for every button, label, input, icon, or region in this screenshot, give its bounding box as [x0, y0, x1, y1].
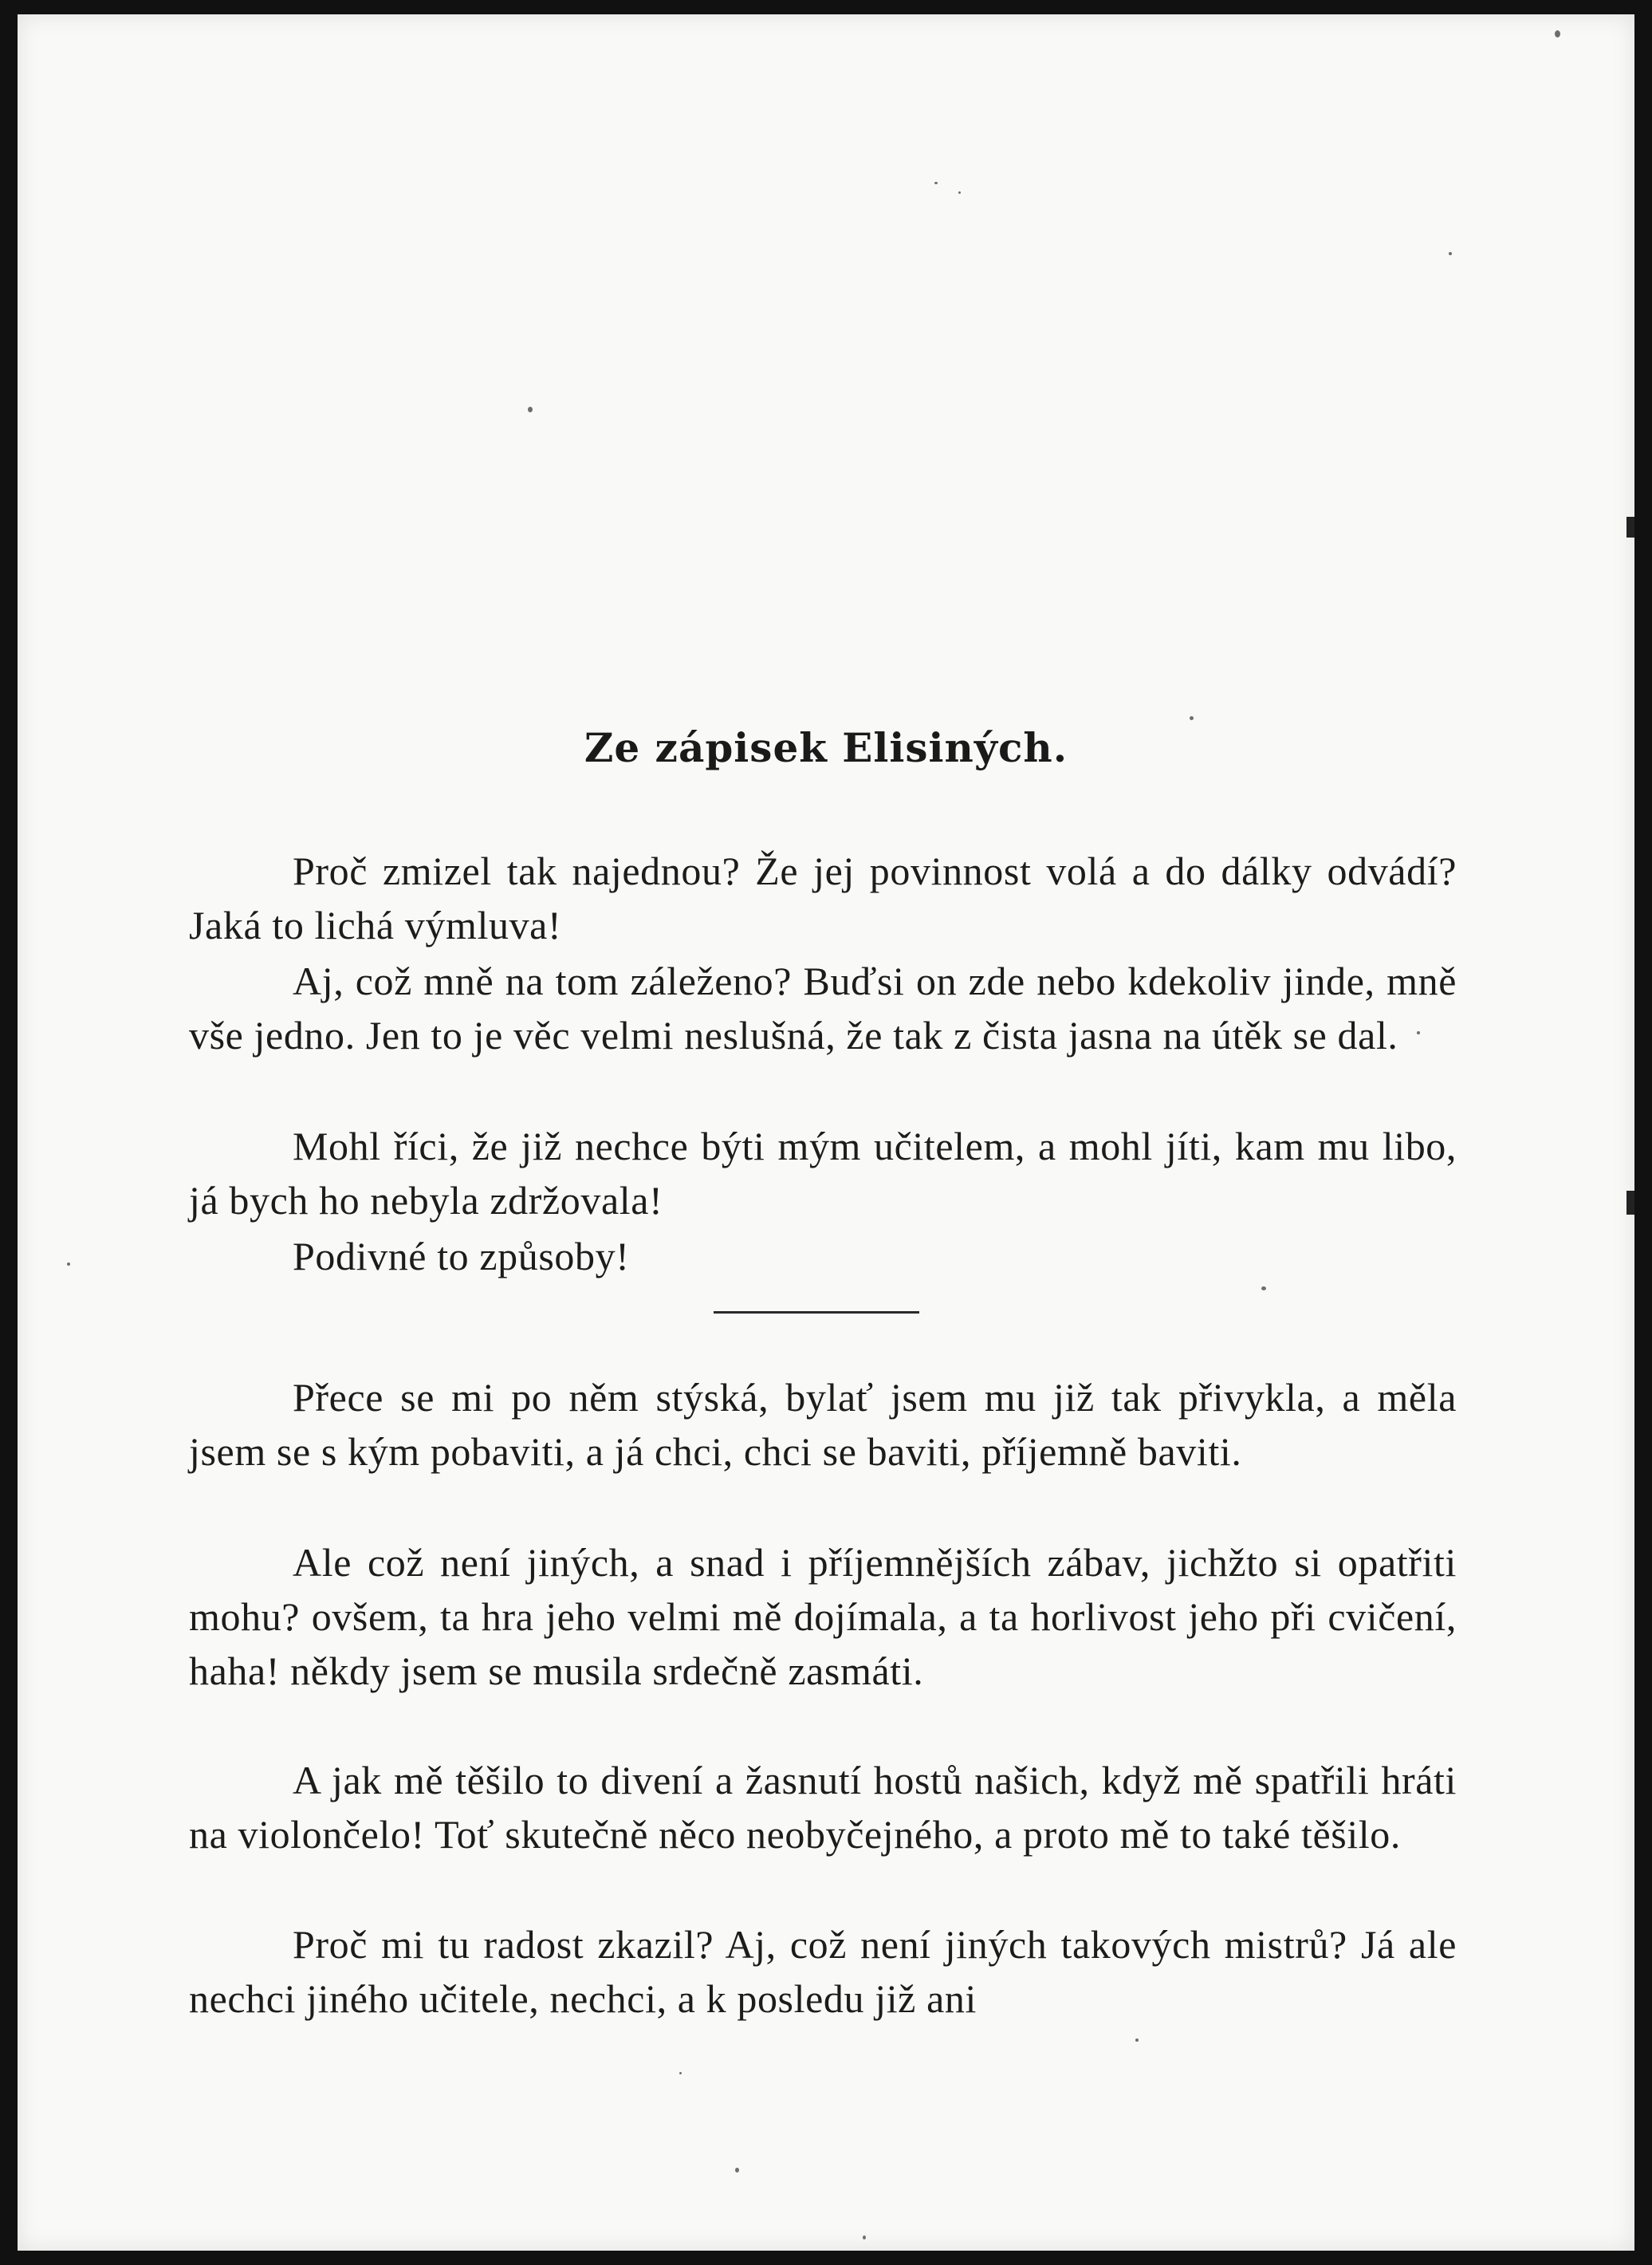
scanned-page — [18, 14, 1634, 2251]
scan-speck — [67, 1262, 70, 1266]
page-edge-mark — [1626, 517, 1634, 538]
paragraph: Přece se mi po něm stýská, bylať jsem mu již tak přivykla, a měla jsem se s kým pobaviti, a já chci, chci se baviti, příjemně baviti. — [189, 1375, 1457, 1474]
scan-speck — [958, 191, 961, 194]
paragraph: Aj, což mně na tom záleženo? Buďsi on zde nebo kdekoliv jinde, mně vše jedno. Jen to je věc velmi neslušná, že tak z čista jasna na útěk se dal. — [189, 959, 1457, 1058]
paragraph: Proč zmizel tak najednou? Že jej povinnost volá a do dálky odvádí? Jaká to lichá výmluva! — [189, 849, 1457, 947]
scan-speck — [863, 2235, 866, 2239]
paragraph: Proč mi tu radost zkazil? Aj, což není jiných takových mistrů? Já ale nechci jiného učitele, nechci, a k posledu již ani — [189, 1922, 1457, 2021]
scan-speck — [1555, 30, 1560, 37]
scan-speck — [1261, 1286, 1266, 1290]
chapter-title: Ze zápisek Elisiných. — [584, 724, 1068, 771]
page-edge-mark — [1626, 1191, 1634, 1215]
section-divider — [714, 1311, 919, 1314]
scan-speck — [1135, 2038, 1139, 2042]
scan-speck — [735, 2168, 739, 2172]
scan-speck — [934, 182, 938, 184]
paragraph: Podivné to způsoby! — [293, 1234, 630, 1278]
scan-speck — [1449, 252, 1452, 255]
paragraph: A jak mě těšilo to divení a žasnutí hostů našich, když mě spatřili hráti na violončelo! Toť skutečně něco neobyčejného, a proto mě to také těšilo. — [189, 1758, 1457, 1857]
scan-speck — [1190, 716, 1194, 720]
paragraph: Ale což není jiných, a snad i příjemnějších zábav, jichžto si opatřiti mohu? ovšem, ta hra jeho velmi mě dojímala, a ta horlivost jeho při cvičení, haha! někdy jsem se musila srdečně zasmáti. — [189, 1540, 1457, 1693]
scan-speck — [528, 407, 533, 412]
paragraph: Mohl říci, že již nechce býti mým učitelem, a mohl jíti, kam mu libo, já bych ho nebyla zdržovala! — [189, 1124, 1457, 1223]
scan-speck — [679, 2072, 682, 2074]
